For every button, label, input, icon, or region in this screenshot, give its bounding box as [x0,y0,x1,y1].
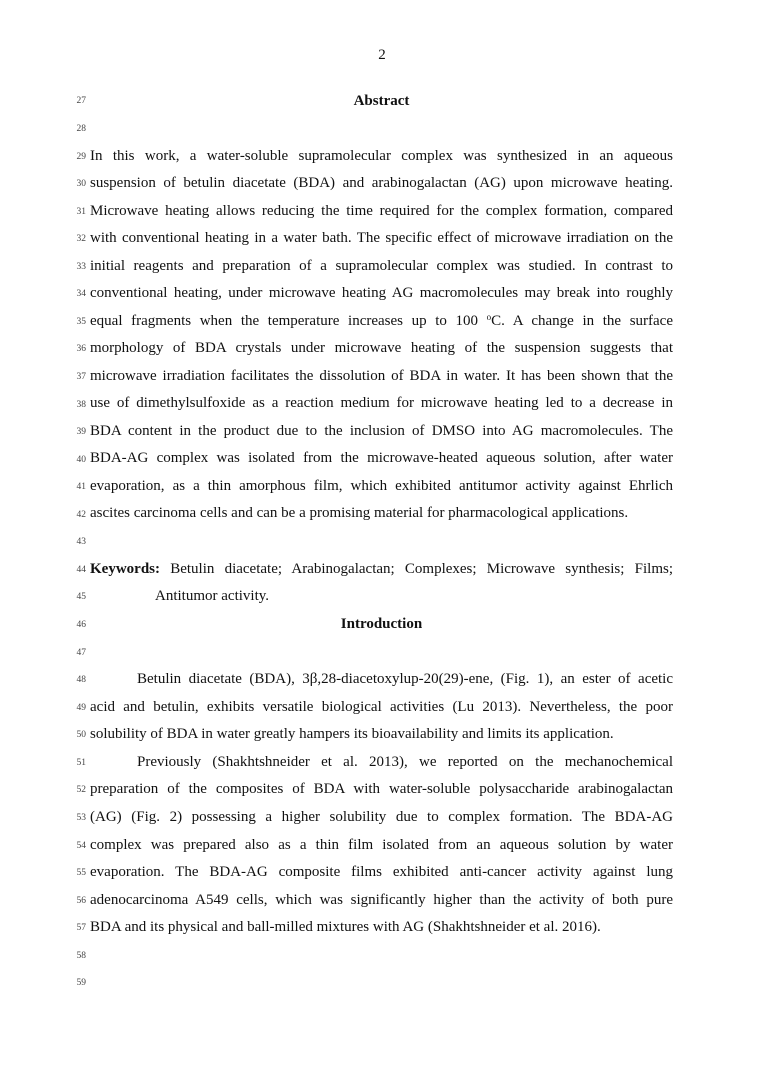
abstract-line: conventional heating, under microwave heating AG macromolecules may break into roughly [90,285,673,301]
keywords-continuation: Antitumor activity. [155,588,270,604]
intro-line: complex was prepared also as a thin film isolated from an aqueous solution by water [90,837,673,853]
intro-line: Betulin diacetate (BDA), 3β,28-diacetoxylup-20(29)-ene, (Fig. 1), an ester of acetic [137,671,673,687]
abstract-line: suspension of betulin diacetate (BDA) and arabinogalactan (AG) upon microwave heating. [90,175,673,191]
page-number: 2 [378,47,386,63]
line-number: 59 [76,978,86,988]
line-number: 43 [76,537,86,547]
line-number: 31 [76,207,86,217]
intro-line: preparation of the composites of BDA with water-soluble polysaccharide arabinogalactan [90,781,673,797]
line-number: 42 [76,510,86,520]
abstract-heading: Abstract [353,93,410,109]
degree-superscript: o [486,312,492,322]
line-number: 35 [76,317,86,327]
intro-line: solubility of BDA in water greatly hampers its bioavailability and limits its application. [90,726,614,742]
abstract-line: initial reagents and preparation of a supramolecular complex was studied. In contrast to [90,258,673,274]
line-number: 32 [76,234,86,244]
line-number: 49 [76,703,86,713]
line-number: 30 [76,179,86,189]
line-number: 58 [76,951,86,961]
abstract-line: Microwave heating allows reducing the time required for the complex formation, compared [90,203,673,219]
line-number: 56 [76,896,86,906]
intro-line: evaporation. The BDA-AG composite films exhibited anti-cancer activity against lung [90,864,673,880]
line-number: 45 [76,592,86,602]
abstract-line: morphology of BDA crystals under microwave heating of the suspension suggests that [90,340,673,356]
line-number: 38 [76,400,86,410]
introduction-heading: Introduction [340,616,423,632]
intro-line: Previously (Shakhtshneider et al. 2013), we reported on the mechanochemical [137,754,673,770]
keywords-label: Keywords: [90,561,160,577]
line-number: 39 [76,427,86,437]
abstract-line: ascites carcinoma cells and can be a promising material for pharmacological applications. [90,505,629,521]
line-number: 46 [76,620,86,630]
abstract-line-temperature [90,312,673,330]
line-number: 40 [76,455,86,465]
line-number: 37 [76,372,86,382]
abstract-line: microwave irradiation facilitates the dissolution of BDA in water. It has been shown that the [90,368,673,384]
line-number: 57 [76,923,86,933]
line-number: 34 [76,289,86,299]
intro-line: BDA and its physical and ball-milled mixtures with AG (Shakhtshneider et al. 2016). [90,919,601,935]
line-number: 47 [76,648,86,658]
keywords-line [90,560,673,578]
line-number: 48 [76,675,86,685]
abstract-line: with conventional heating in a water bath. The specific effect of microwave irradiation on the [90,230,673,246]
line-number: 28 [76,124,86,134]
line-number: 44 [76,565,86,575]
line-number: 27 [76,96,86,106]
abstract-line-text: equal fragments when the temperature increases up to 100 [90,313,487,329]
line-number: 51 [76,758,86,768]
line-number: 55 [76,868,86,878]
intro-line: (AG) (Fig. 2) possessing a higher solubility due to complex formation. The BDA-AG [90,809,673,825]
abstract-line: BDA content in the product due to the inclusion of DMSO into AG macromolecules. The [90,423,673,439]
keywords-text: Betulin diacetate; Arabinogalactan; Complexes; Microwave synthesis; Films; [160,561,673,577]
abstract-line-tail: C. A change in the surface [491,313,673,329]
abstract-line: In this work, a water-soluble supramolecular complex was synthesized in an aqueous [90,148,673,164]
line-number: 29 [76,152,86,162]
line-number: 54 [76,841,86,851]
line-number: 50 [76,730,86,740]
line-number: 52 [76,785,86,795]
abstract-line: BDA-AG complex was isolated from the microwave-heated aqueous solution, after water [90,450,673,466]
abstract-line: use of dimethylsulfoxide as a reaction medium for microwave heating led to a decrease in [90,395,673,411]
line-number: 53 [76,813,86,823]
line-number: 33 [76,262,86,272]
abstract-line: evaporation, as a thin amorphous film, which exhibited antitumor activity against Ehrlich [90,478,673,494]
intro-line: acid and betulin, exhibits versatile biological activities (Lu 2013). Nevertheless, the poor [90,699,673,715]
intro-line: adenocarcinoma A549 cells, which was significantly higher than the activity of both pure [90,892,673,908]
line-number: 36 [76,344,86,354]
line-number: 41 [76,482,86,492]
